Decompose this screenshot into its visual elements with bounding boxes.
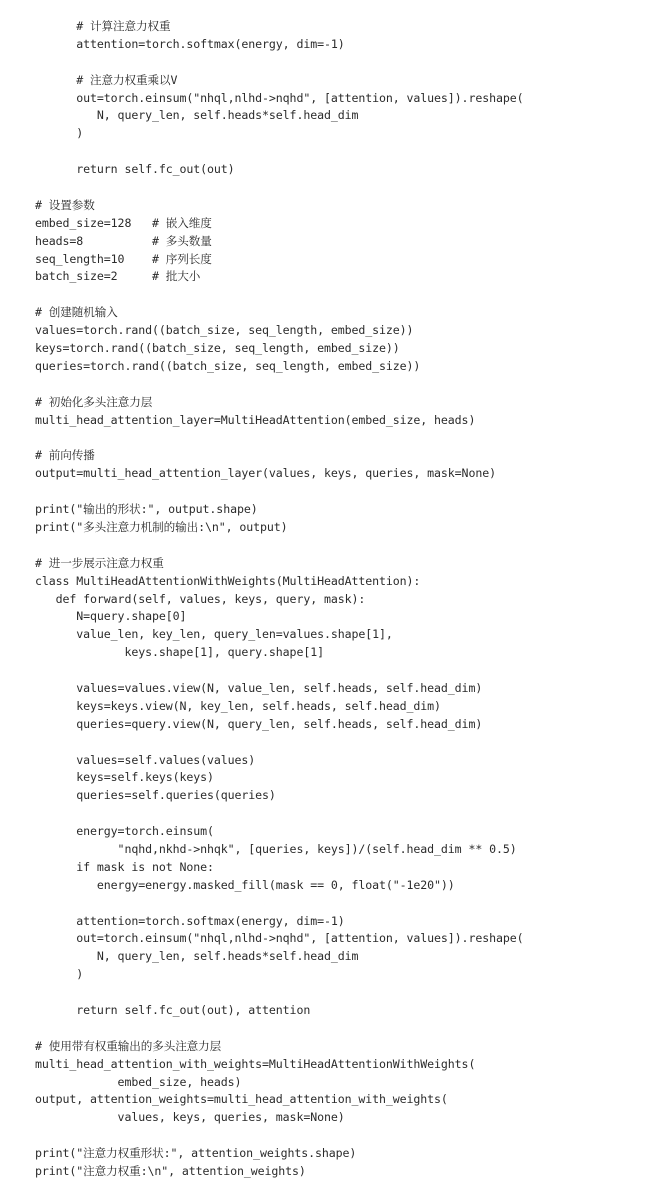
code-line: [35, 984, 523, 1002]
code-line: keys=self.keys(keys): [35, 770, 214, 785]
code-line: energy=torch.einsum(: [35, 824, 214, 839]
code-line: # 使用带有权重输出的多头注意力层: [35, 1038, 222, 1053]
code-line: [35, 54, 523, 72]
code-line: print("注意力权重形状:", attention_weights.shape): [35, 1146, 357, 1161]
code-line: ): [35, 126, 84, 141]
code-block: [35, 18, 523, 1181]
code-line: class MultiHeadAttentionWithWeights(MultiHeadAttention):: [35, 573, 421, 588]
code-line: [35, 1127, 523, 1145]
code-line: queries=query.view(N, query_len, self.heads, self.head_dim): [35, 716, 483, 731]
code-line: values=torch.rand((batch_size, seq_length, embed_size)): [35, 323, 414, 338]
code-line: print("多头注意力机制的输出:\n", output): [35, 519, 288, 534]
code-line: multi_head_attention_with_weights=MultiHeadAttentionWithWeights(: [35, 1056, 476, 1071]
code-line: return self.fc_out(out): [35, 162, 235, 177]
code-line: [35, 662, 523, 680]
code-line: queries=torch.rand((batch_size, seq_length, embed_size)): [35, 358, 421, 373]
code-line: heads=8 # 多头数量: [35, 233, 212, 248]
code-line: queries=self.queries(queries): [35, 788, 276, 803]
code-line: # 初始化多头注意力层: [35, 394, 153, 409]
code-line: N, query_len, self.heads*self.head_dim: [35, 108, 359, 123]
code-line: [35, 734, 523, 752]
code-line: attention=torch.softmax(energy, dim=-1): [35, 36, 345, 51]
code-line: def forward(self, values, keys, query, mask):: [35, 591, 366, 606]
code-line: out=torch.einsum("nhql,nlhd->nqhd", [attention, values]).reshape(: [35, 931, 524, 946]
code-line: output=multi_head_attention_layer(values, keys, queries, mask=None): [35, 466, 496, 481]
code-line: embed_size=128 # 嵌入维度: [35, 215, 212, 230]
code-line: N=query.shape[0]: [35, 609, 187, 624]
code-line: ): [35, 967, 84, 982]
code-line: multi_head_attention_layer=MultiHeadAttention(embed_size, heads): [35, 412, 476, 427]
code-line: values=self.values(values): [35, 752, 256, 767]
code-line: energy=energy.masked_fill(mask == 0, float("-1e20")): [35, 877, 455, 892]
code-line: if mask is not None:: [35, 859, 214, 874]
code-line: print("输出的形状:", output.shape): [35, 502, 258, 517]
code-line: value_len, key_len, query_len=values.shape[1],: [35, 627, 393, 642]
code-line: "nqhd,nkhd->nhqk", [queries, keys])/(self.head_dim ** 0.5): [35, 841, 517, 856]
code-line: # 设置参数: [35, 197, 95, 212]
code-line: [35, 429, 523, 447]
code-line: values=values.view(N, value_len, self.heads, self.head_dim): [35, 680, 483, 695]
code-line: keys=torch.rand((batch_size, seq_length, embed_size)): [35, 341, 400, 356]
code-line: embed_size, heads): [35, 1074, 242, 1089]
code-line: [35, 286, 523, 304]
code-line: seq_length=10 # 序列长度: [35, 251, 212, 266]
code-line: [35, 805, 523, 823]
code-line: [35, 537, 523, 555]
code-line: keys=keys.view(N, key_len, self.heads, self.head_dim): [35, 698, 441, 713]
code-line: batch_size=2 # 批大小: [35, 269, 201, 284]
code-line: out=torch.einsum("nhql,nlhd->nqhd", [attention, values]).reshape(: [35, 90, 524, 105]
code-line: [35, 376, 523, 394]
code-line: # 进一步展示注意力权重: [35, 555, 164, 570]
code-line: values, keys, queries, mask=None): [35, 1110, 345, 1125]
code-line: # 计算注意力权重: [35, 19, 171, 33]
code-line: # 注意力权重乘以V: [35, 72, 178, 87]
code-line: attention=torch.softmax(energy, dim=-1): [35, 913, 345, 928]
code-line: keys.shape[1], query.shape[1]: [35, 645, 324, 660]
code-line: # 创建随机输入: [35, 305, 118, 320]
code-line: # 前向传播: [35, 448, 95, 463]
code-line: N, query_len, self.heads*self.head_dim: [35, 949, 359, 964]
code-line: output, attention_weights=multi_head_attention_with_weights(: [35, 1092, 448, 1107]
code-line: [35, 1020, 523, 1038]
code-line: [35, 895, 523, 913]
code-line: return self.fc_out(out), attention: [35, 1002, 311, 1017]
code-line: [35, 179, 523, 197]
code-line: [35, 483, 523, 501]
code-line: [35, 143, 523, 161]
code-line: print("注意力权重:\n", attention_weights): [35, 1164, 306, 1178]
